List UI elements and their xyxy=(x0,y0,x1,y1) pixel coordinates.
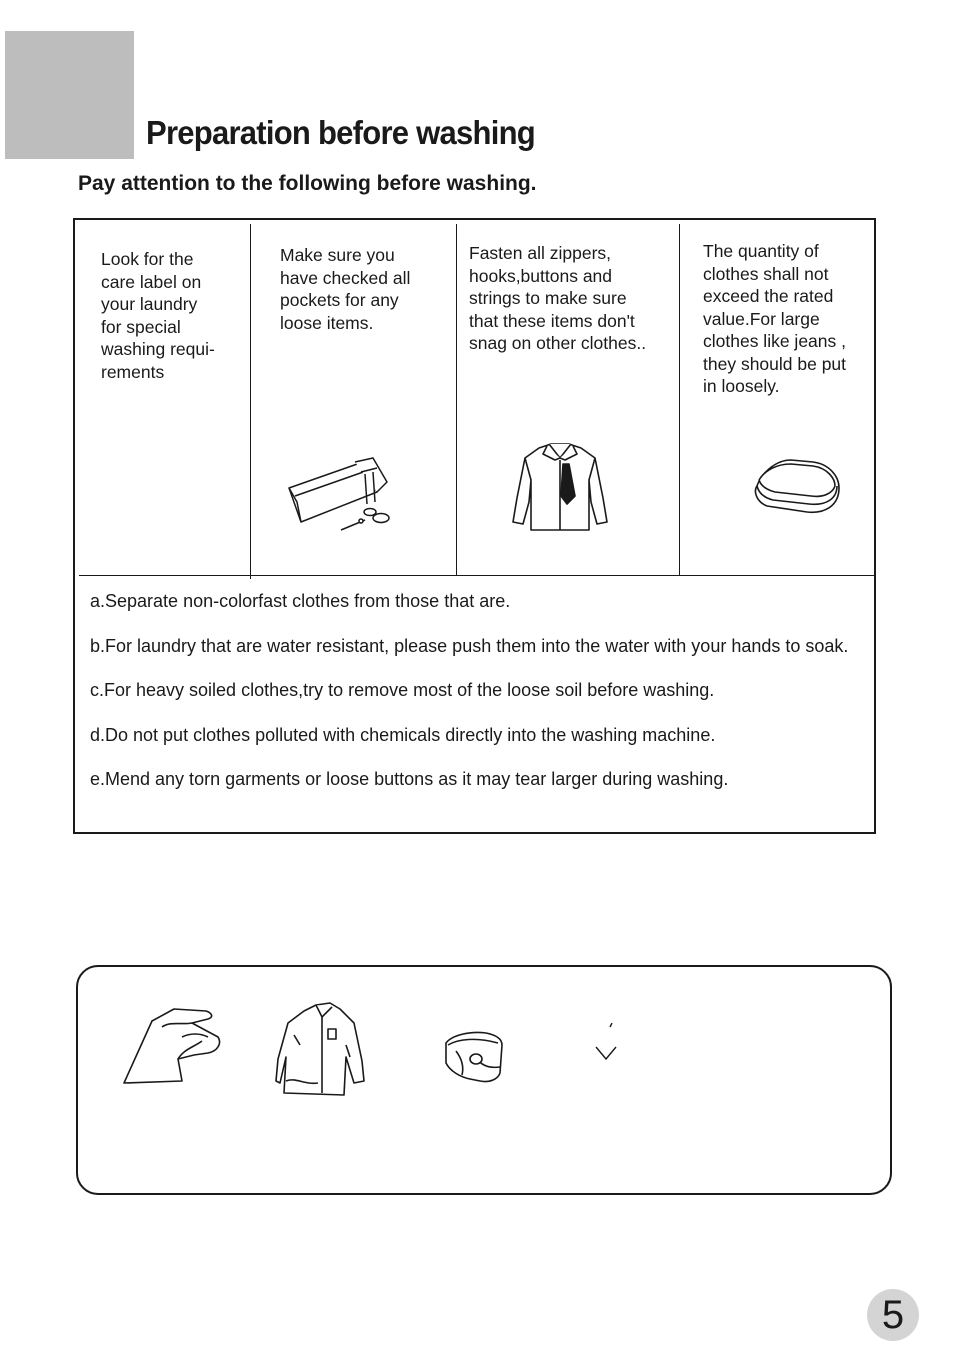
folded-clothes-icon xyxy=(751,456,843,514)
column-divider xyxy=(679,224,680,575)
buttoned-shirt-icon xyxy=(511,440,609,534)
pocket-items-icon xyxy=(285,452,395,532)
column-text-quantity: The quantity of clothes shall not exceed the rated value.For large clothes like jeans , they should be put in loosely. xyxy=(703,241,847,396)
preparation-table xyxy=(73,218,876,834)
tip-item: c.For heavy soiled clothes,try to remove most of the loose soil before washing. xyxy=(90,680,715,700)
column-text-care-label: Look for the care label on your laundry for special washing requi- rements xyxy=(101,249,215,382)
sock-icon xyxy=(122,1007,222,1087)
column-divider xyxy=(250,224,251,579)
shirt-icon xyxy=(274,1001,366,1099)
tip-item: e.Mend any torn garments or loose buttons as it may tear larger during washing. xyxy=(90,769,729,789)
column-text-pockets: Make sure you have checked all pockets for any loose items. xyxy=(280,245,411,333)
tips-list xyxy=(90,590,870,813)
column-text-fasten: Fasten all zippers, hooks,buttons and strings to make sure that these items don't snag on other clothes.. xyxy=(469,243,647,353)
page-subtitle: Pay attention to the following before washing. xyxy=(78,172,537,195)
page-number: 5 xyxy=(867,1289,919,1341)
tip-item: d.Do not put clothes polluted with chemicals directly into the washing machine. xyxy=(90,724,716,745)
header-gray-block xyxy=(5,31,134,159)
row-divider xyxy=(79,575,874,576)
checkmark-icon xyxy=(592,1023,622,1067)
underwear-icon xyxy=(442,1029,506,1085)
column-divider xyxy=(456,224,457,575)
page-title: Preparation before washing xyxy=(146,114,535,151)
laundry-items-box xyxy=(76,965,892,1195)
tip-item: a.Separate non-colorfast clothes from those that are. xyxy=(90,591,511,611)
tip-item: b.For laundry that are water resistant, please push them into the water with your hands to soak. xyxy=(90,635,849,656)
